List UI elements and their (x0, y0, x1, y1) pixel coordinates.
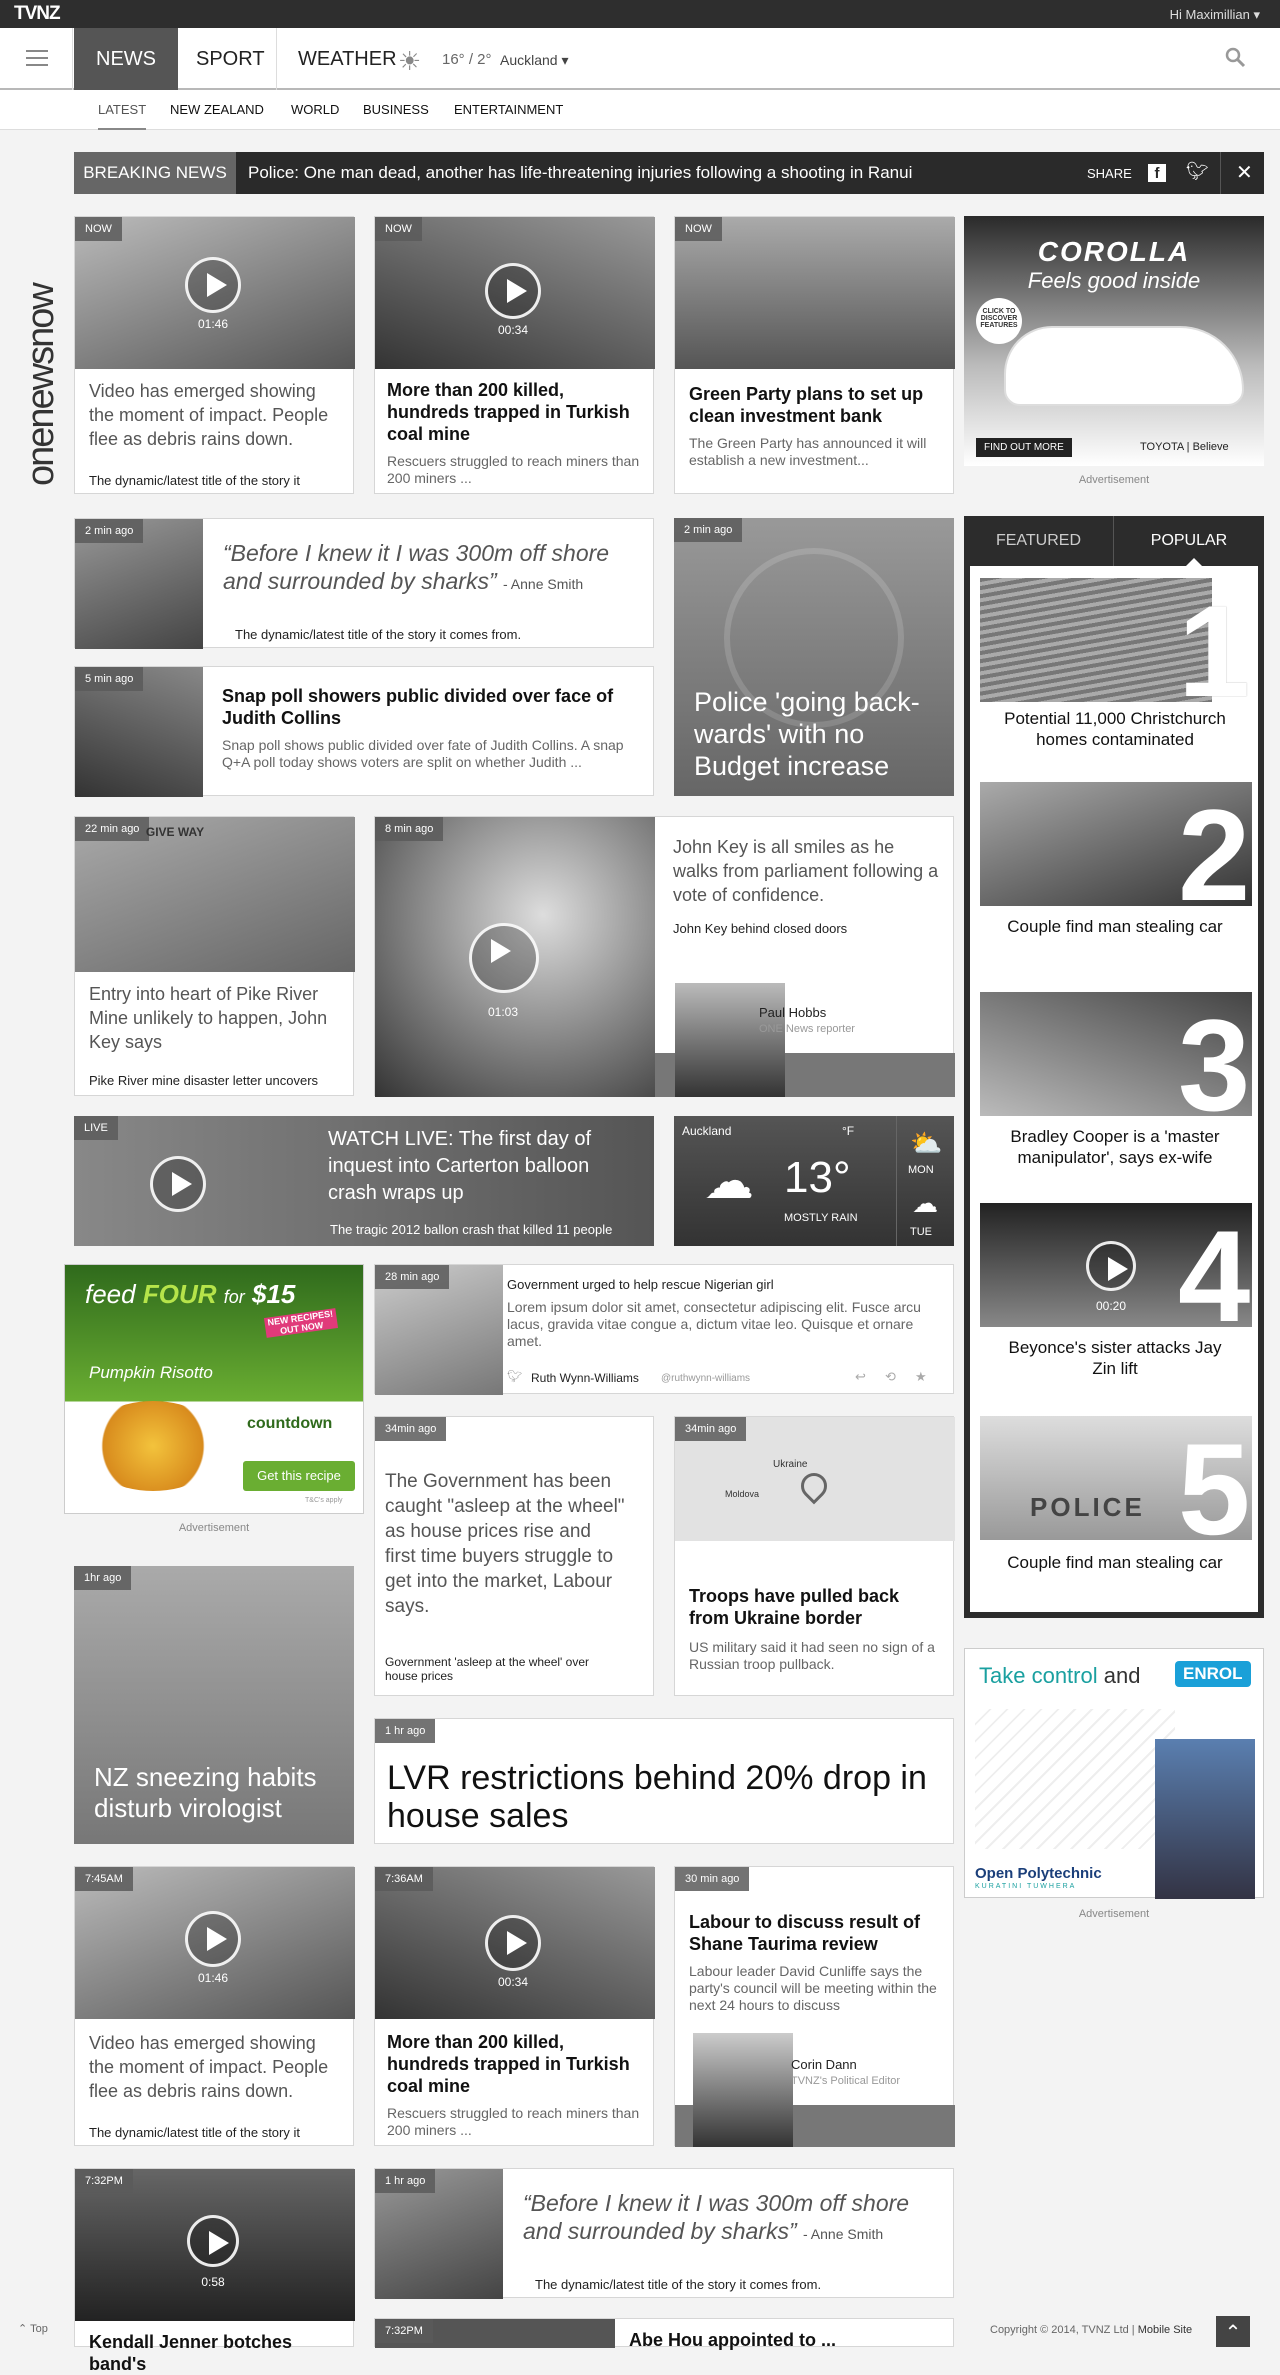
story-title: Couple find man stealing car (1007, 1553, 1223, 1572)
live-badge: LIVE (74, 1116, 118, 1140)
favorite-icon[interactable]: ★ (915, 1369, 927, 1384)
rank-number: 4 (1178, 1203, 1251, 1349)
reporter-role: TVNZ's Political Editor (791, 2075, 901, 2087)
ad-label: Advertisement (178, 1522, 250, 1534)
map-label-ukraine: Ukraine (773, 1459, 808, 1470)
play-icon[interactable] (469, 923, 539, 993)
play-icon[interactable] (485, 1915, 541, 1971)
ad-cta-circle[interactable]: CLICK TO DISCOVER FEATURES (976, 298, 1022, 344)
story-subtitle[interactable]: The dynamic/latest title of the story it comes from. (535, 2277, 822, 2292)
story-subtitle[interactable]: The tragic 2012 ballon crash that killed 11 people (330, 1222, 613, 1237)
car-image (1004, 326, 1244, 406)
story-title[interactable]: NZ sneezing habits disturb virologist (94, 1762, 317, 1823)
reporter-role: ONE News reporter (759, 1023, 855, 1035)
tab-popular[interactable]: POPULAR (1150, 532, 1228, 549)
top-label: Top (30, 2323, 48, 2335)
get-recipe-button[interactable]: Get this recipe (243, 1461, 355, 1491)
story-subtitle[interactable]: The dynamic/latest title of the story it comes from. (235, 627, 522, 642)
time-badge: 1hr ago (74, 1566, 131, 1590)
ad-countdown[interactable] (64, 1264, 364, 1514)
breaking-news-bar[interactable] (74, 152, 1264, 194)
main-nav (0, 28, 1280, 90)
rank-number: 5 (1178, 1416, 1251, 1562)
story-subtitle[interactable]: The dynamic/latest title of the story it (89, 2125, 300, 2140)
story-title[interactable]: More than 200 killed, hundreds trapped in Turkish coal mine (387, 2032, 630, 2096)
story-summary: The Government has been caught "asleep at the wheel" as house prices rise and first time buyers struggle to get into the market, Labour says. (385, 1471, 625, 1617)
video-duration: 00:20 (1095, 1299, 1127, 1313)
time-badge: 2 min ago (75, 519, 143, 543)
time-badge: 1 hr ago (375, 1719, 435, 1743)
play-icon[interactable] (187, 2215, 239, 2267)
ad-polytechnic[interactable] (964, 1648, 1264, 1898)
story-title: Couple find man stealing car (1007, 917, 1223, 936)
time-badge: 5 min ago (75, 667, 143, 691)
video-duration: 00:34 (497, 1975, 529, 1989)
ad-label: Advertisement (1078, 1908, 1150, 1920)
weather-city: Auckland (682, 1124, 732, 1138)
sub-nav (0, 90, 1280, 130)
countdown-logo: countdown (247, 1415, 333, 1432)
ad-for: for (223, 1287, 245, 1307)
ad-headline (85, 1279, 295, 1310)
story-title[interactable]: Snap poll showers public divided over face of Judith Collins (222, 686, 614, 728)
hamburger-icon[interactable] (26, 50, 48, 66)
quote-author: - Anne Smith (803, 2226, 884, 2242)
time-badge: 7:36AM (375, 1867, 433, 1891)
time-badge: 30 min ago (675, 1867, 749, 1891)
popular-item-4[interactable] (980, 1203, 1250, 1393)
onenewsnow-logo: onenewsnow (20, 284, 62, 486)
quote-text (223, 539, 643, 598)
copyright: Copyright © 2014, TVNZ Ltd | Mobile Site (990, 2324, 1193, 2336)
story-title[interactable]: Abe Hou appointed to ... (629, 2330, 836, 2350)
time-badge: 2 min ago (674, 518, 742, 542)
breaking-label: BREAKING NEWS (74, 152, 236, 194)
reporter-avatar (675, 983, 785, 1097)
story-card-john-key[interactable] (374, 816, 954, 1096)
story-card-last[interactable] (374, 2318, 954, 2350)
student-image (1155, 1739, 1255, 1899)
forecast-day-2: TUE (910, 1226, 932, 1238)
time-badge: 34min ago (375, 1417, 446, 1441)
play-icon[interactable] (150, 1156, 206, 1212)
story-card-labour-review[interactable] (674, 1866, 954, 2146)
story-title[interactable]: Green Party plans to set up clean investment bank (689, 384, 924, 426)
story-subtitle[interactable]: The dynamic/latest title of the story it (89, 473, 300, 488)
breaking-headline[interactable]: Police: One man dead, another has life-threatening injuries following a shooting in Ranui (248, 163, 913, 182)
video-duration: 01:46 (197, 1971, 229, 1985)
tweet-handle: @ruthwynn-williams (661, 1373, 751, 1384)
ad-take: Take control (979, 1663, 1098, 1688)
story-desc: The Green Party has announced it will establish a new investment... (689, 435, 927, 468)
story-card-green-party[interactable] (674, 216, 954, 494)
story-card-sneezing[interactable] (74, 1566, 354, 1844)
story-card-kendall[interactable] (74, 2168, 354, 2374)
video-duration: 01:46 (197, 317, 229, 331)
story-subtitle[interactable]: Pike River mine disaster letter uncovers (89, 1073, 319, 1088)
story-card-pike-river[interactable] (74, 816, 354, 1096)
time-badge: NOW (75, 217, 122, 241)
quote-author: - Anne Smith (503, 576, 584, 592)
time-badge: 8 min ago (375, 817, 443, 841)
map-label-moldova: Moldova (725, 1489, 760, 1499)
rank-number: 1 (1178, 578, 1251, 724)
story-summary: Entry into heart of Pike River Mine unlikely to happen, John Key says (89, 984, 328, 1052)
tab-news[interactable]: NEWS (74, 28, 178, 90)
school-logo: Open Polytechnic (975, 1865, 1102, 1882)
subnav-business[interactable]: BUSINESS (363, 102, 429, 117)
story-title[interactable]: Police 'going back-wards' with no Budget increase (694, 687, 920, 781)
story-title[interactable]: LVR restrictions behind 20% drop in house sales (387, 1759, 927, 1835)
story-card-government-housing[interactable] (374, 1416, 654, 1696)
find-out-more-button[interactable]: FIND OUT MORE (976, 438, 1072, 457)
story-title[interactable]: Labour to discuss result of Shane Taurima review (689, 1912, 921, 1954)
story-card-ukraine[interactable] (674, 1416, 954, 1696)
story-desc: Snap poll shows public divided over fate of Judith Collins. A snap Q+A poll today shows voters are split on whether Judith ... (222, 737, 624, 770)
risotto-image (83, 1401, 223, 1491)
copyright-text: Copyright © 2014, TVNZ Ltd (990, 2324, 1129, 2336)
weather-unit: °F (842, 1124, 855, 1138)
rain-cloud-icon: ☁ (704, 1153, 754, 1209)
subnav-new-zealand[interactable]: NEW ZEALAND (170, 102, 264, 117)
weather-widget[interactable] (674, 1116, 954, 1246)
story-card-video-impact[interactable] (74, 216, 354, 494)
video-duration: 01:03 (487, 1005, 519, 1019)
quote-card-2[interactable] (374, 2168, 954, 2298)
ad-feed: feed (85, 1279, 136, 1309)
reply-icon[interactable]: ↩ (855, 1369, 866, 1384)
give-way-sign: GIVE WAY (145, 825, 205, 839)
tab-featured[interactable]: FEATURED (964, 516, 1114, 566)
facebook-icon[interactable]: f (1148, 164, 1166, 182)
weather-temp: 13° (784, 1153, 851, 1202)
story-desc: Rescuers struggled to reach miners than 200 miners ... (387, 2105, 640, 2138)
story-card-snap-poll[interactable] (74, 666, 654, 796)
toyota-logo: TOYOTA | Believe (1140, 441, 1229, 453)
time-badge: 34min ago (675, 1417, 746, 1441)
weather-temps: 16° / 2° (442, 51, 492, 68)
time-badge: 7:32PM (375, 2319, 433, 2343)
ad-brand: COROLLA (1037, 236, 1191, 267)
ad-price: $15 (252, 1279, 296, 1309)
story-card-live-inquest[interactable] (74, 1116, 654, 1246)
ad-headline (979, 1663, 1140, 1689)
weather-cond: MOSTLY RAIN (784, 1212, 858, 1224)
quote: “Before I knew it I was 300m off shore and surrounded by sharks” (523, 2190, 910, 2244)
retweet-icon[interactable]: ⟲ (885, 1369, 896, 1384)
story-summary: John Key is all smiles as he walks from parliament following a vote of confidence. (673, 837, 939, 905)
subnav-entertainment[interactable]: ENTERTAINMENT (454, 102, 564, 117)
play-icon[interactable] (185, 257, 241, 313)
popular-item-2[interactable] (980, 782, 1250, 942)
sun-icon: ☀ (398, 46, 422, 76)
story-card-turkey-mine[interactable] (374, 216, 654, 494)
school-maori: KURATINI TUWHERA (975, 1883, 1077, 1890)
user-menu[interactable] (1170, 7, 1260, 23)
story-desc: Rescuers struggled to reach miners than 200 miners ... (387, 453, 640, 486)
ad-label: Advertisement (1078, 474, 1150, 486)
story-card-police-budget[interactable] (674, 518, 954, 796)
tweet-author: Ruth Wynn-Williams (531, 1371, 639, 1385)
story-subtitle[interactable]: John Key behind closed doors (673, 921, 848, 936)
ad-dish: Pumpkin Risotto (89, 1363, 213, 1382)
subnav-world[interactable]: WORLD (291, 102, 340, 117)
video-duration: 00:34 (497, 323, 529, 337)
mobile-site-link[interactable]: Mobile Site (1137, 2324, 1193, 2336)
time-badge: NOW (375, 217, 422, 241)
popular-item-5[interactable] (980, 1416, 1250, 1586)
subnav-latest[interactable]: LATEST (98, 90, 146, 130)
play-icon[interactable] (485, 263, 541, 319)
forecast-day-1: MON (908, 1164, 934, 1176)
popular-item-3[interactable] (980, 992, 1250, 1182)
ad-ribbon: NEW RECIPES! OUT NOW (264, 1308, 338, 1338)
tweet-title[interactable]: Government urged to help rescue Nigerian girl (507, 1277, 774, 1292)
ad-corolla[interactable] (964, 216, 1264, 466)
time-badge: 1 hr ago (375, 2169, 435, 2193)
illustration-image (975, 1709, 1175, 1849)
story-title: Beyonce's sister attacks Jay Zin lift (1008, 1338, 1222, 1378)
reporter-name: Corin Dann (791, 2057, 857, 2072)
rank-number: 3 (1178, 992, 1251, 1138)
tweet-card[interactable] (374, 1264, 954, 1394)
story-desc: US military said it had seen no sign of a Russian troop pullback. (689, 1639, 935, 1672)
chevron-up-icon: ⌃ (18, 2323, 28, 2335)
quote: “Before I knew it I was 300m off shore and surrounded by sharks” (223, 540, 610, 594)
story-title[interactable]: WATCH LIVE: The first day of inquest into Carterton balloon crash wraps up (328, 1128, 592, 1204)
time-badge: 28 min ago (375, 1265, 449, 1289)
share-label: SHARE (1087, 166, 1132, 181)
twitter-icon: 🐦︎ (507, 1369, 523, 1383)
cloud-icon: ☁ (912, 1188, 938, 1218)
play-icon[interactable] (1086, 1241, 1136, 1291)
reporter-avatar (693, 2033, 793, 2147)
scroll-top-button[interactable]: ⌃ (1216, 2316, 1250, 2347)
tweet-body: Lorem ipsum dolor sit amet, consectetur adipiscing elit. Fusce arcu lacus, gravida vitae congue a, dictum vitae leo. Quisque et ornare amet. (507, 1299, 921, 1349)
ad-four: FOUR (142, 1279, 217, 1309)
time-badge: 7:32PM (75, 2169, 133, 2193)
city-selector[interactable] (500, 52, 569, 69)
story-subtitle[interactable]: Government 'asleep at the wheel' over house prices (385, 1655, 590, 1683)
user-name: Hi Maximillian (1169, 7, 1250, 22)
story-title: Potential 11,000 Christchurch homes contaminated (1004, 709, 1226, 749)
search-icon[interactable] (1224, 46, 1246, 68)
video-duration: 0:58 (201, 2275, 225, 2289)
close-icon[interactable]: ✕ (1236, 162, 1253, 184)
ad-tagline: Feels good inside (1027, 268, 1201, 293)
top-bar (0, 0, 1280, 28)
terms: T&C's apply (305, 1497, 343, 1504)
quote-text (523, 2189, 943, 2248)
ad-and: and (1103, 1663, 1141, 1688)
city-label: Auckland (500, 52, 558, 68)
story-summary: Video has emerged showing the moment of impact. People flee as debris rains down. (89, 2033, 329, 2101)
time-badge: 22 min ago (75, 817, 149, 841)
chevron-down-icon: ▾ (1253, 7, 1260, 22)
story-title[interactable]: More than 200 killed, hundreds trapped in Turkish coal mine (387, 380, 630, 444)
police-sign: POLICE (1030, 1492, 1145, 1522)
story-desc: Labour leader David Cunliffe says the party's council will be meeting within the next 24 hours to discuss (689, 1963, 937, 2013)
time-badge: NOW (675, 217, 722, 241)
story-title: Bradley Cooper is a 'master manipulator', says ex-wife (1010, 1127, 1220, 1167)
story-title[interactable]: Kendall Jenner botches band's (89, 2332, 293, 2374)
tab-sport[interactable]: SPORT (196, 48, 265, 70)
quote-card[interactable] (74, 518, 654, 648)
rank-number: 2 (1178, 782, 1251, 928)
story-title[interactable]: Troops have pulled back from Ukraine border (689, 1586, 900, 1628)
reporter-name: Paul Hobbs (759, 1005, 827, 1020)
story-card-lvr[interactable] (374, 1718, 954, 1844)
time-badge: 7:45AM (75, 1867, 133, 1891)
back-to-top-link[interactable] (18, 2322, 48, 2335)
enrol-button[interactable]: ENROL (1175, 1661, 1251, 1687)
play-icon[interactable] (185, 1911, 241, 1967)
story-summary: Video has emerged showing the moment of impact. People flee as debris rains down. (89, 381, 329, 449)
chevron-down-icon: ▾ (561, 52, 569, 68)
story-card-video-impact-2[interactable] (74, 1866, 354, 2146)
story-card-turkey-mine-2[interactable] (374, 1866, 654, 2146)
tab-weather[interactable]: WEATHER (298, 48, 397, 70)
sun-cloud-icon: ⛅ (910, 1128, 943, 1158)
twitter-icon[interactable]: 🐦︎ (1186, 161, 1209, 181)
tvnz-logo[interactable]: TVNZ (14, 3, 60, 24)
popular-item-1[interactable] (980, 578, 1250, 758)
